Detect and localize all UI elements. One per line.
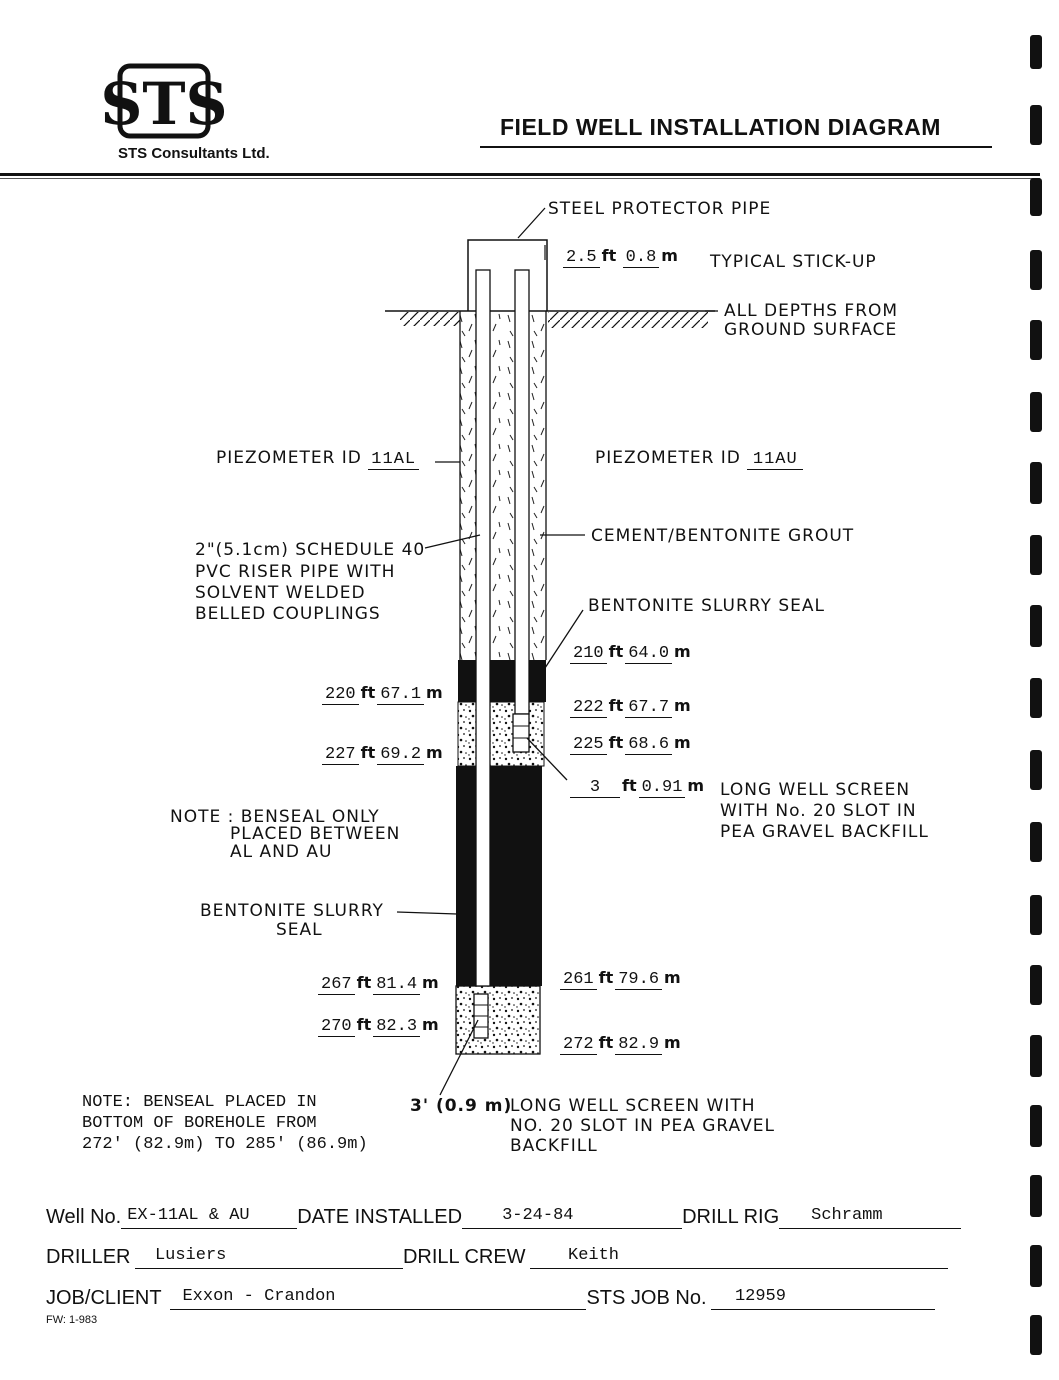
lower-slurry-seal: [456, 766, 542, 986]
screen-au: [513, 714, 529, 752]
upper-gravel-pack: [458, 702, 544, 766]
screen-upper-3: PEA GRAVEL BACKFILL: [720, 822, 929, 842]
riser-label-2: PVC RISER PIPE WITH: [195, 562, 396, 582]
piezo-right: PIEZOMETER ID 11AU: [595, 448, 803, 470]
depth-272: 272 ft 82.9 m: [560, 1033, 683, 1055]
drill-rig-label: DRILL RIG: [682, 1206, 780, 1228]
screen-upper-dimension: 3 ft 0.91 m: [570, 776, 706, 798]
sts-job-field[interactable]: 12959: [711, 1287, 935, 1310]
note-benseal-3: AL AND AU: [230, 842, 333, 862]
grout-fill: [460, 311, 546, 661]
depth-220: 220 ft 67.1 m: [322, 683, 445, 705]
well-no-label: Well No.: [46, 1206, 122, 1228]
riser-pipe-al: [476, 270, 490, 986]
bottom-note-1: NOTE: BENSEAL PLACED IN: [82, 1093, 317, 1112]
drill-crew-field[interactable]: Keith: [530, 1246, 948, 1269]
depth-270: 270 ft 82.3 m: [318, 1015, 441, 1037]
lower-gravel-pack: [456, 986, 540, 1054]
screen-lower-dim: 3' (0.9 m): [410, 1096, 513, 1116]
depth-261: 261 ft 79.6 m: [560, 968, 683, 990]
bottom-note-2: BOTTOM OF BOREHOLE FROM: [82, 1114, 317, 1133]
driller-field[interactable]: Lusiers: [135, 1246, 403, 1269]
piezo-left-id: 11AL: [368, 451, 419, 470]
date-installed-field[interactable]: 3-24-84: [462, 1206, 682, 1229]
stickup-label: TYPICAL STICK-UP: [710, 252, 877, 272]
screen-lower-1: LONG WELL SCREEN WITH: [510, 1096, 756, 1116]
svg-text:STS: STS: [100, 70, 228, 138]
piezo-right-id: 11AU: [747, 451, 803, 470]
slurry-lower-label-2: SEAL: [276, 920, 323, 940]
slurry-lower-label-1: BENTONITE SLURRY: [200, 901, 384, 921]
ground-hatch-left: [400, 312, 460, 326]
note-benseal-1: NOTE : BENSEAL ONLY: [170, 807, 380, 827]
riser-pipe-au: [515, 270, 529, 714]
stickup-m: 0.8: [623, 249, 660, 268]
riser-label-1: 2"(5.1cm) SCHEDULE 40: [195, 540, 426, 560]
slurry-lower-leader: [397, 912, 457, 914]
depth-222: 222 ft 67.7 m: [570, 696, 693, 718]
bottom-note-3: 272' (82.9m) TO 285' (86.9m): [82, 1135, 368, 1154]
depth-227: 227 ft 69.2 m: [322, 743, 445, 765]
job-client-label: JOB/CLIENT: [46, 1287, 162, 1309]
ground-hatch-right: [548, 312, 708, 328]
date-installed-label: DATE INSTALLED: [297, 1206, 463, 1228]
form-row-2: [46, 1246, 948, 1269]
riser-label-3: SOLVENT WELDED: [195, 583, 366, 603]
job-client-field[interactable]: Exxon - Crandon: [170, 1287, 586, 1310]
screen-upper-2: WITH No. 20 SLOT IN: [720, 801, 917, 821]
depths-note-2: GROUND SURFACE: [724, 320, 898, 340]
stickup-ft: 2.5: [563, 249, 600, 268]
upper-slurry-seal: [458, 660, 546, 702]
screen-upper-1: LONG WELL SCREEN: [720, 780, 911, 800]
steel-pipe-leader: [518, 208, 545, 238]
form-row-1: [46, 1206, 961, 1229]
slurry-upper-label: BENTONITE SLURRY SEAL: [588, 596, 825, 616]
drill-crew-label: DRILL CREW: [402, 1246, 526, 1268]
company-name: STS Consultants Ltd.: [118, 145, 270, 162]
riser-label-4: BELLED COUPLINGS: [195, 604, 381, 624]
steel-protector-label: STEEL PROTECTOR PIPE: [548, 199, 772, 219]
sts-job-label: STS JOB No.: [586, 1287, 707, 1309]
page-title: FIELD WELL INSTALLATION DIAGRAM: [500, 114, 941, 140]
piezo-left: PIEZOMETER ID 11AL: [216, 448, 419, 470]
depth-267: 267 ft 81.4 m: [318, 973, 441, 995]
well-no-field[interactable]: EX-11AL & AU: [121, 1206, 297, 1229]
drill-rig-field[interactable]: Schramm: [779, 1206, 961, 1229]
depth-210: 210 ft 64.0 m: [570, 642, 693, 664]
depth-225: 225 ft 68.6 m: [570, 733, 693, 755]
stickup-dimension: 2.5 ft 0.8 m: [563, 246, 680, 268]
form-row-3: [46, 1287, 935, 1310]
screen-lower-3: BACKFILL: [510, 1136, 598, 1156]
depths-note-1: ALL DEPTHS FROM: [724, 301, 899, 321]
driller-label: DRILLER: [46, 1246, 131, 1268]
note-benseal-2: PLACED BETWEEN: [230, 824, 401, 844]
screen-lower-2: NO. 20 SLOT IN PEA GRAVEL: [510, 1116, 775, 1136]
form-code: FW: 1-983: [46, 1314, 98, 1326]
grout-label: CEMENT/BENTONITE GROUT: [591, 526, 855, 546]
